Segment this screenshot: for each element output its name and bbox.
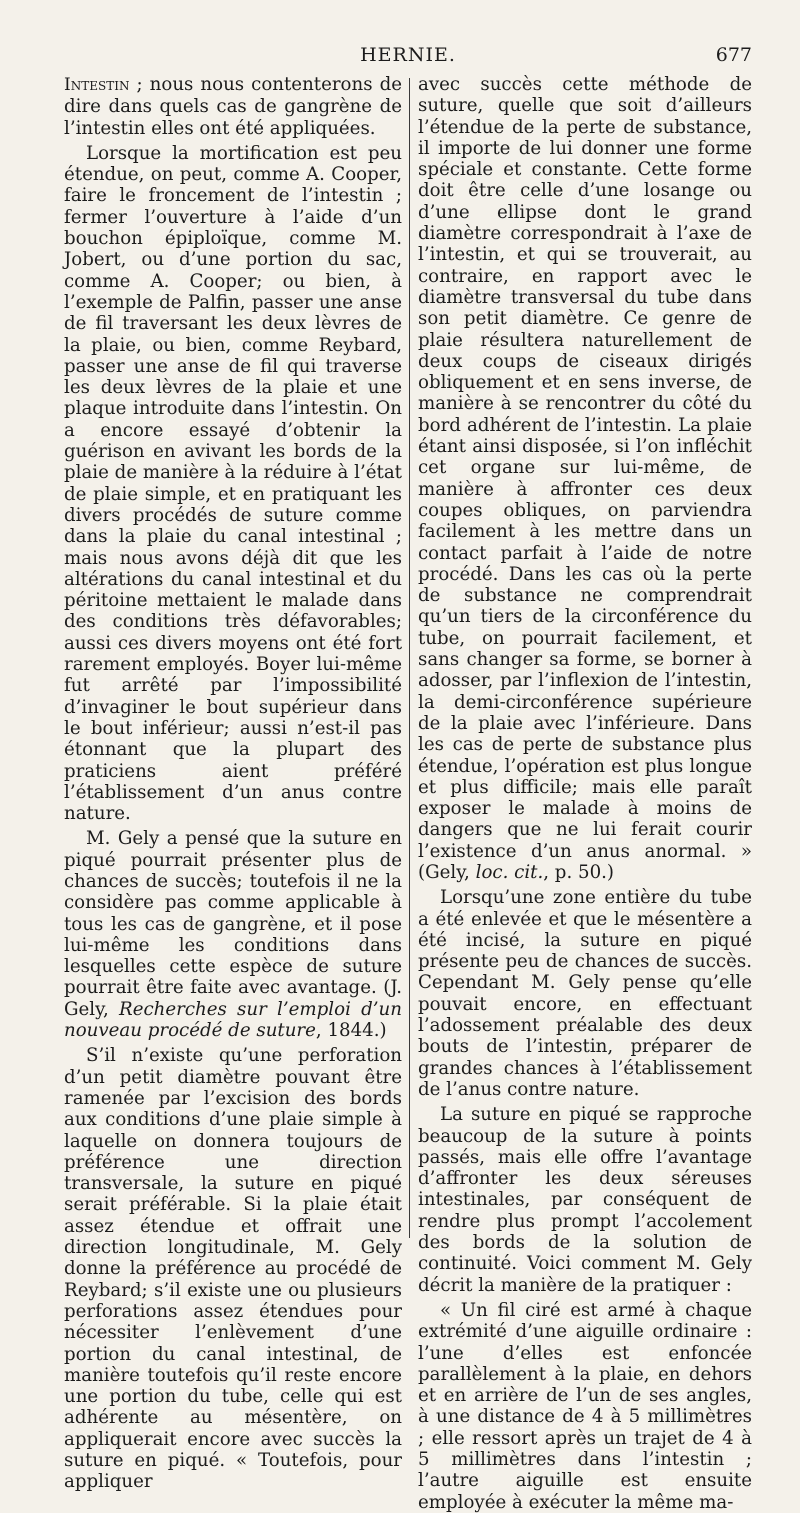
paragraph: La suture en piqué se rapproche beaucoup de la suture à points passés, mais elle offre l’avantage d’affronter les deux séreuses intestinales, par conséquent de rendre plus prompt l’accolement des bords de la solution de continuité. Voici comment M. Gely décrit la manière de la pratiquer : [418, 1104, 752, 1296]
paragraph: S’il n’existe qu’une perforation d’un petit diamètre pouvant être ramenée par l’excision des bords aux conditions d’une plaie simple à laquelle on donnera toujours de préférence une direction transversale, la suture en piqué serait préférable. Si la plaie était assez étendue et offrait une direction longitudinale, M. Gely donne la préférence au procédé de Reybard; s’il existe une ou plusieurs perforations assez étendues pour nécessiter l’enlèvement d’une portion du canal intestinal, de manière toutefois qu’il reste encore une portion du tube, celle qui est adhérente au mésentère, on appliquerait encore avec succès la suture en piqué. « Toutefois, pour appliquer [64, 1045, 402, 1493]
running-title: HERNIE. [360, 44, 456, 66]
citation-ref: loc. cit. [475, 861, 544, 883]
citation-title: Recherches sur l’emploi d’un nouveau procédé de suture [64, 998, 402, 1042]
lead-word: Intestin [64, 75, 130, 95]
paragraph: Lorsqu’une zone entière du tube a été enlevée et que le mésentère a été incisé, la suture en piqué présente peu de chances de succès. Cependant M. Gely pense qu’elle pouvait encore, en effectuant l’adossement préalable des deux bouts de l’intestin, préparer de grandes chances à l’établissement de l’anus contre nature. [418, 887, 752, 1100]
page-number: 677 [715, 44, 752, 66]
paragraph: Intestin ; nous nous contenterons de dire dans quels cas de gangrène de l’intestin elles ont été appliquées. [64, 74, 402, 139]
paragraph: avec succès cette méthode de suture, quelle que soit d’ailleurs l’étendue de la perte de substance, il importe de lui donner une forme spéciale et constante. Cette forme doit être celle d’une losange ou d’une ellipse dont le grand diamètre correspondrait à l’axe de l’intestin, et qui se trouverait, au contraire, en rapport avec le diamètre transversal du tube dans son petit diamètre. Ce genre de plaie résultera naturellement de deux coups de ciseaux dirigés obliquement et en sens inverse, de manière à se rencontrer du côté du bord adhérent de l’intestin. La plaie étant ainsi disposée, si l’on infléchit cet organe sur lui-même, de manière à affronter ces deux coupes obliques, on parviendra facilement à les mettre dans un contact parfait à l’aide de notre procédé. Dans les cas où la perte de substance ne comprendrait qu’un tiers de la circonférence du tube, on pourrait facilement, et sans changer sa forme, se borner à adosser, par l’inflexion de l’intestin, la demi-circonférence supérieure de la plaie avec l’inférieure. Dans les cas de perte de substance plus étendue, l’opération est plus longue et plus difficile; mais elle paraît exposer le malade à moins de dangers que ne lui ferait courir l’existence d’un anus anormal. » (Gely, loc. cit., p. 50.) [418, 74, 752, 883]
right-column [418, 74, 752, 1513]
left-column [64, 74, 402, 1493]
paragraph: Lorsque la mortification est peu étendue, on peut, comme A. Cooper, faire le froncement de l’intestin ; fermer l’ouverture à l’aide d’un bouchon épiploïque, comme M. Jobert, ou d’une portion du sac, comme A. Cooper; ou bien, à l’exemple de Palfin, passer une anse de fil traversant les deux lèvres de la plaie, ou bien, comme Reybard, passer une anse de fil qui traverse les deux lèvres de la plaie et une plaque introduite dans l’intestin. On a encore essayé d’obtenir la guérison en avivant les bords de la plaie de manière à la réduire à l’état de plaie simple, et en pratiquant les divers procédés de suture comme dans la plaie du canal intestinal ; mais nous avons déjà dit que les altérations du canal intestinal et du péritoine mettaient le malade dans des conditions très défavorables; aussi ces divers moyens ont été fort rarement employés. Boyer lui-même fut arrêté par l’impossibilité d’invaginer le bout supérieur dans le bout inférieur; aussi n’est-il pas étonnant que la plupart des praticiens aient préféré l’établissement d’un anus contre nature. [64, 142, 402, 825]
running-header [64, 44, 752, 74]
paragraph: M. Gely a pensé que la suture en piqué pourrait présenter plus de chances de succès; toutefois il ne la considère pas comme applicable à tous les cas de gangrène, et il pose lui-même les conditions dans lesquelles cette espèce de suture pourrait être faite avec avantage. (J. Gely, Recherches sur l’emploi d’un nouveau procédé de suture, 1844.) [64, 828, 402, 1042]
paragraph: « Un fil ciré est armé à chaque extrémité d’une aiguille ordinaire : l’une d’elles est enfoncée parallèlement à la plaie, en dehors et en arrière de l’un de ses angles, à une distance de 4 à 5 millimètres ; elle ressort après un trajet de 4 à 5 millimètres dans l’intestin ; l’autre aiguille est ensuite employée à exécuter la même ma- [418, 1299, 752, 1513]
column-divider [409, 78, 410, 1238]
